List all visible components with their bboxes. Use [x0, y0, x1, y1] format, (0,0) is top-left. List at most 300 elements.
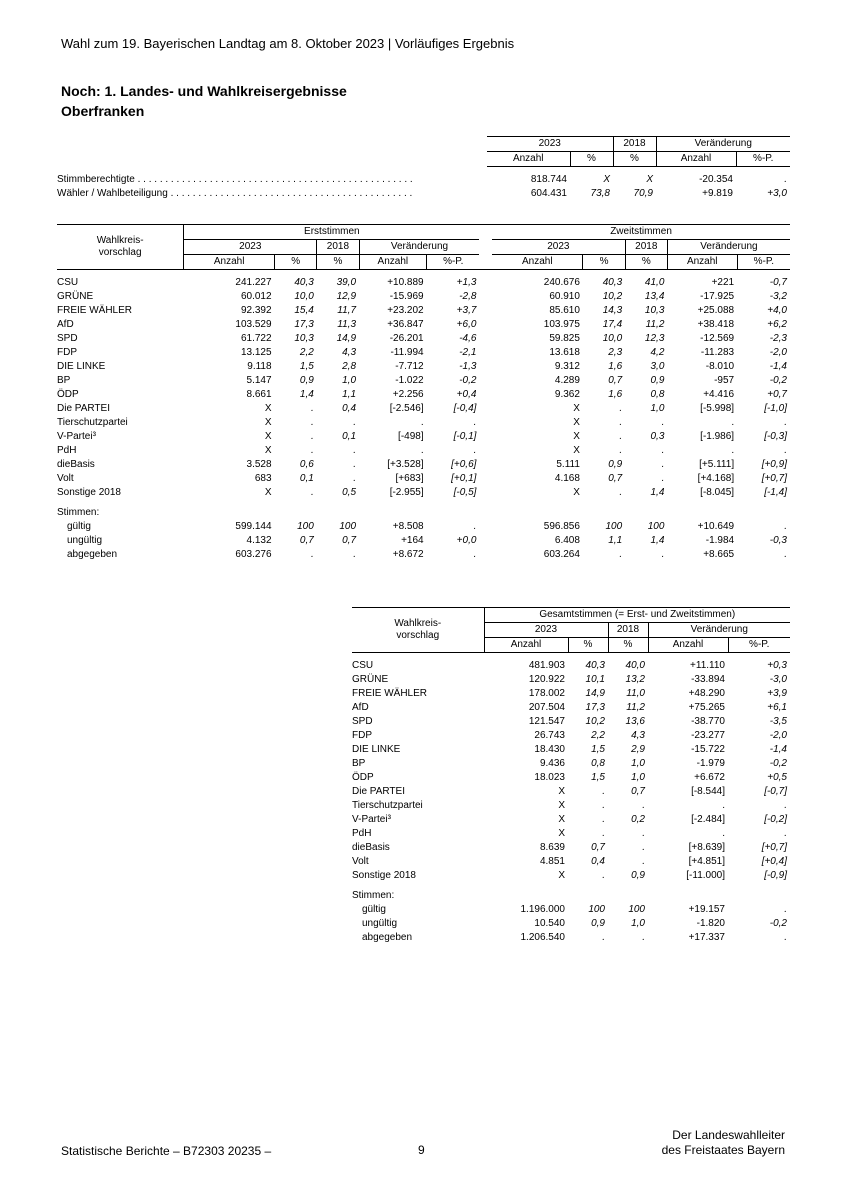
col-pct: %	[570, 152, 613, 167]
erst-pct-2018-cell: 0,5	[342, 487, 357, 498]
party-name: DIE LINKE	[352, 744, 401, 755]
row-label: Wähler / Wahlbeteiligung	[57, 188, 171, 199]
zweit-pct-2023-cell: .	[619, 445, 623, 456]
zweit-pct-2018-cell: .	[661, 473, 665, 484]
erst-pct-2018-cell: .	[353, 473, 357, 484]
erst-pct-2018-cell: 39,0	[336, 277, 357, 288]
anzahl-2023-cell: 604.431	[530, 188, 567, 199]
party-name: PdH	[352, 828, 372, 839]
zweit-anzahl-2023-cell: 4.168	[554, 473, 580, 484]
erst-pct-2018-cell: 2,8	[342, 361, 357, 372]
erst-anzahl-2023-cell: X	[264, 417, 272, 428]
erst-pct-2023-cell: 1,4	[299, 389, 314, 400]
party-name: dieBasis	[352, 842, 390, 853]
erst-anzahl-2023-cell: 599.144	[235, 521, 272, 532]
zweit-veraenderung-pct-cell: [+0,9]	[761, 459, 787, 470]
gesamt-pct-2023-cell: 0,4	[591, 856, 605, 867]
erst-veraenderung-pct-cell: -0,2	[459, 375, 477, 386]
zweit-veraenderung-anzahl-cell: +10.649	[697, 521, 735, 532]
col-anzahl: Anzahl	[487, 152, 570, 167]
zweit-pct-2018-cell: 41,0	[644, 277, 665, 288]
party-name: CSU	[352, 660, 374, 671]
erst-pct-2023-cell: 10,0	[294, 291, 314, 302]
erst-veraenderung-pct-cell: [+0,1]	[451, 473, 477, 484]
zweit-veraenderung-pct-cell: [+0,7]	[761, 473, 787, 484]
zweit-anzahl-2023-cell: 60.910	[549, 291, 580, 302]
party-name: V-Partei³	[57, 431, 96, 442]
gesamt-veraenderung-anzahl-cell: -38.770	[691, 716, 725, 727]
erst-pct-2023-cell: .	[311, 417, 314, 428]
col-pct: %	[608, 638, 648, 653]
zweit-veraenderung-pct-cell: .	[784, 445, 787, 456]
summary-label	[57, 173, 487, 187]
zweit-pct-2023-cell: 17,4	[602, 319, 623, 330]
gesamt-anzahl-2023-cell: 4.851	[539, 856, 565, 867]
pct-2023-cell: X	[603, 174, 610, 185]
erst-pct-2023-cell: 15,4	[294, 305, 314, 316]
col-veraenderung: Veränderung	[359, 240, 479, 255]
anzahl-2023-cell: 818.744	[530, 174, 567, 185]
zweit-anzahl-2023-cell: 5.111	[556, 459, 580, 470]
col-pct: %	[568, 638, 608, 653]
column-gap	[479, 520, 492, 534]
gesamt-pct-2018-cell: .	[642, 828, 645, 839]
zweit-pct-2018-cell: 1,4	[650, 535, 665, 546]
table-row	[352, 799, 790, 813]
party-name: V-Partei³	[352, 814, 391, 825]
column-gap	[479, 416, 492, 430]
zweit-veraenderung-anzahl-cell: [-8.045]	[700, 487, 735, 498]
zweit-anzahl-2023-cell: 9.312	[554, 361, 580, 372]
col-pct: %	[583, 255, 625, 270]
gesamt-veraenderung-pct-cell: -0,2	[769, 758, 787, 769]
erst-anzahl-2023-cell: 60.012	[240, 291, 272, 302]
gesamt-veraenderung-anzahl-cell: [+8.639]	[688, 842, 725, 853]
erst-anzahl-2023-cell: 5.147	[246, 375, 272, 386]
zweit-veraenderung-anzahl-cell: [+4.168]	[697, 473, 735, 484]
erst-anzahl-2023-cell: 683	[254, 473, 272, 484]
header-line: vorschlag	[396, 630, 440, 641]
page-number: 9	[418, 1143, 425, 1157]
veraenderung-pct-cell: +3,0	[767, 188, 787, 199]
col-pctp: %-P.	[427, 255, 480, 270]
zweit-veraenderung-pct-cell: -0,3	[769, 535, 787, 546]
erst-pct-2023-cell: 1,5	[299, 361, 314, 372]
zweit-veraenderung-anzahl-cell: -17.925	[700, 291, 735, 302]
summary-row	[57, 173, 790, 187]
zweit-pct-2023-cell: .	[619, 403, 623, 414]
gesamt-veraenderung-anzahl-cell: -1.820	[696, 918, 725, 929]
erst-anzahl-2023-cell: 103.529	[235, 319, 272, 330]
party-name: ÖDP	[352, 772, 374, 783]
col-pct: %	[317, 255, 359, 270]
zweit-anzahl-2023-cell: 85.610	[549, 305, 580, 316]
wahlkreisvorschlag-header	[57, 225, 184, 270]
gesamt-pct-2023-cell: 10,1	[585, 674, 605, 685]
gesamt-pct-2023-cell: 100	[588, 904, 605, 915]
erst-anzahl-2023-cell: X	[264, 487, 272, 498]
erst-anzahl-2023-cell: 9.118	[247, 361, 272, 372]
gesamt-veraenderung-anzahl-cell: +17.337	[688, 932, 725, 943]
gesamt-veraenderung-pct-cell: .	[784, 932, 787, 943]
gesamt-veraenderung-anzahl-cell: +19.157	[688, 904, 725, 915]
erst-pct-2023-cell: 0,7	[299, 535, 314, 546]
erst-anzahl-2023-cell: 603.276	[235, 549, 272, 560]
table-row	[352, 673, 790, 687]
zweit-veraenderung-pct-cell: [-0,3]	[764, 431, 787, 442]
gesamt-pct-2018-cell: 0,7	[631, 786, 645, 797]
gesamt-anzahl-2023-cell: 207.504	[528, 702, 565, 713]
zweit-pct-2018-cell: 11,2	[645, 319, 665, 330]
zweit-veraenderung-anzahl-cell: +221	[711, 277, 735, 288]
table-row	[57, 444, 790, 458]
table-row	[352, 743, 790, 757]
gesamt-veraenderung-anzahl-cell: -1.979	[696, 758, 725, 769]
gesamt-pct-2023-cell: 0,9	[591, 918, 605, 929]
party-name: FREIE WÄHLER	[352, 688, 428, 699]
gesamt-veraenderung-pct-cell: [-0,9]	[764, 870, 787, 881]
erst-pct-2023-cell: 0,6	[299, 459, 314, 470]
erst-veraenderung-anzahl-cell: +2.256	[392, 389, 424, 400]
gesamt-veraenderung-pct-cell: +3,9	[767, 688, 787, 699]
erst-veraenderung-anzahl-cell: [-2.546]	[389, 403, 424, 414]
table-row	[352, 785, 790, 799]
zweit-pct-2018-cell: .	[661, 549, 665, 560]
gesamt-veraenderung-pct-cell: -3,0	[769, 674, 787, 685]
zweit-veraenderung-anzahl-cell: +25.088	[697, 305, 735, 316]
gesamt-pct-2023-cell: 1,5	[591, 772, 605, 783]
erst-veraenderung-anzahl-cell: +10.889	[387, 277, 424, 288]
erst-pct-2018-cell: 11,3	[337, 319, 357, 330]
col-anzahl: Anzahl	[648, 638, 728, 653]
column-gap	[479, 290, 492, 304]
table-row	[352, 715, 790, 729]
table-row	[57, 360, 790, 374]
zweit-veraenderung-pct-cell: .	[784, 521, 787, 532]
party-name: dieBasis	[57, 459, 95, 470]
gesamt-pct-2018-cell: 2,9	[631, 744, 645, 755]
erst-pct-2018-cell: 1,0	[342, 375, 357, 386]
zweit-veraenderung-pct-cell: -1,4	[769, 361, 787, 372]
zweit-veraenderung-pct-cell: .	[784, 549, 787, 560]
leader-dots: . . . . . . . . . . . . . . . . . . . . . . . . . . . . . . . . . . . . . . . . . . . . . . . . . .	[137, 174, 413, 185]
zweit-veraenderung-anzahl-cell: .	[731, 417, 735, 428]
table-row	[352, 903, 790, 917]
col-2023: 2023	[484, 623, 608, 638]
column-gap	[479, 374, 492, 388]
erst-pct-2018-cell: 0,7	[342, 535, 357, 546]
zweit-pct-2018-cell: 12,3	[644, 333, 665, 344]
gesamt-veraenderung-anzahl-cell: -15.722	[691, 744, 725, 755]
col-pctp: %-P.	[737, 255, 790, 270]
table-row	[352, 869, 790, 883]
erst-pct-2023-cell: 0,9	[299, 375, 314, 386]
table-row	[57, 548, 790, 562]
table-row	[352, 917, 790, 931]
gesamt-anzahl-2023-cell: 121.547	[528, 716, 565, 727]
gesamtstimmen-header: Gesamtstimmen (= Erst- und Zweitstimmen)	[484, 608, 790, 623]
zweit-anzahl-2023-cell: X	[573, 403, 580, 414]
gesamt-pct-2023-cell: 2,2	[591, 730, 605, 741]
party-name: SPD	[352, 716, 373, 727]
gesamt-pct-2023-cell: .	[602, 932, 605, 943]
gesamt-pct-2023-cell: .	[602, 814, 605, 825]
erst-anzahl-2023-cell: 3.528	[246, 459, 272, 470]
col-2023: 2023	[492, 240, 625, 255]
gesamt-veraenderung-anzahl-cell: -23.277	[691, 730, 725, 741]
erst-pct-2018-cell: .	[353, 445, 357, 456]
gesamt-veraenderung-pct-cell: +0,5	[767, 772, 787, 783]
zweit-anzahl-2023-cell: 13.618	[549, 347, 580, 358]
party-name: AfD	[57, 319, 74, 330]
table-row	[352, 757, 790, 771]
gesamt-pct-2018-cell: 0,9	[631, 870, 645, 881]
zweit-pct-2023-cell: .	[619, 549, 623, 560]
zweit-pct-2023-cell: 0,7	[608, 375, 623, 386]
zweit-pct-2018-cell: .	[661, 445, 665, 456]
gesamt-veraenderung-pct-cell: [+0,4]	[761, 856, 787, 867]
gesamt-veraenderung-pct-cell: -1,4	[769, 744, 787, 755]
erst-pct-2023-cell: 17,3	[294, 319, 314, 330]
zweit-pct-2023-cell: .	[619, 417, 623, 428]
zweit-pct-2023-cell: .	[619, 487, 623, 498]
summary-table	[57, 136, 790, 201]
zweit-anzahl-2023-cell: 6.408	[554, 535, 580, 546]
table-row	[57, 458, 790, 472]
gesamt-anzahl-2023-cell: X	[558, 786, 565, 797]
veraenderung-pct-cell: .	[784, 174, 787, 185]
erst-veraenderung-pct-cell: [-0,4]	[453, 403, 477, 414]
col-anzahl: Anzahl	[667, 255, 737, 270]
erst-pct-2018-cell: .	[353, 417, 357, 428]
erst-veraenderung-pct-cell: -2,8	[459, 291, 477, 302]
erst-anzahl-2023-cell: 241.227	[235, 277, 272, 288]
row-label: Stimmberechtigte	[57, 174, 138, 185]
table-row	[57, 332, 790, 346]
col-anzahl: Anzahl	[359, 255, 427, 270]
gesamt-anzahl-2023-cell: 18.023	[534, 772, 565, 783]
table-row	[352, 813, 790, 827]
column-gap	[479, 534, 492, 548]
table-row	[57, 290, 790, 304]
party-name: PdH	[57, 445, 77, 456]
gesamt-anzahl-2023-cell: 481.903	[528, 660, 565, 671]
gesamt-pct-2018-cell: 1,0	[631, 918, 645, 929]
zweit-veraenderung-anzahl-cell: +4.416	[703, 389, 735, 400]
gesamtstimmen-table	[352, 607, 790, 945]
gesamt-pct-2023-cell: 17,3	[585, 702, 605, 713]
col-veraenderung: Veränderung	[656, 137, 790, 152]
zweit-veraenderung-anzahl-cell: -12.569	[700, 333, 735, 344]
col-2018: 2018	[613, 137, 656, 152]
erst-anzahl-2023-cell: 13.125	[240, 347, 272, 358]
erst-veraenderung-anzahl-cell: +23.202	[387, 305, 424, 316]
zweit-pct-2023-cell: 1,6	[608, 361, 623, 372]
zweit-pct-2023-cell: 2,3	[608, 347, 623, 358]
erst-veraenderung-anzahl-cell: +8.508	[392, 521, 424, 532]
col-pct: %	[275, 255, 317, 270]
zweit-pct-2023-cell: 0,9	[608, 459, 623, 470]
gesamt-veraenderung-pct-cell: .	[784, 904, 787, 915]
gesamt-anzahl-2023-cell: X	[558, 800, 565, 811]
table-row	[352, 931, 790, 945]
erst-anzahl-2023-cell: 92.392	[240, 305, 272, 316]
party-name: gültig	[67, 521, 91, 532]
wahlkreisvorschlag-header	[352, 608, 484, 653]
party-name: BP	[57, 375, 71, 386]
party-name: BP	[352, 758, 366, 769]
party-name: Volt	[57, 473, 74, 484]
section-title: Noch: 1. Landes- und Wahlkreisergebnisse	[61, 83, 347, 99]
zweit-veraenderung-anzahl-cell: .	[731, 445, 735, 456]
gesamt-veraenderung-anzahl-cell: [-8.544]	[691, 786, 725, 797]
col-anzahl: Anzahl	[656, 152, 736, 167]
erst-veraenderung-pct-cell: -1,3	[459, 361, 477, 372]
gesamt-veraenderung-pct-cell: -0,2	[769, 918, 787, 929]
gesamt-pct-2023-cell: .	[602, 800, 605, 811]
zweit-pct-2023-cell: 0,7	[608, 473, 623, 484]
party-name: Tierschutzpartei	[352, 800, 423, 811]
erst-pct-2018-cell: 4,3	[342, 347, 357, 358]
gesamt-pct-2018-cell: 4,3	[631, 730, 645, 741]
zweit-pct-2018-cell: 1,4	[650, 487, 665, 498]
gesamt-pct-2018-cell: 13,2	[625, 674, 645, 685]
party-name: abgegeben	[67, 549, 118, 560]
erst-pct-2023-cell: 40,3	[294, 277, 314, 288]
zweit-pct-2023-cell: 10,2	[602, 291, 623, 302]
erst-veraenderung-pct-cell: .	[473, 445, 477, 456]
erst-veraenderung-pct-cell: [+0,6]	[451, 459, 477, 470]
table-row	[352, 771, 790, 785]
zweit-veraenderung-pct-cell: +6,2	[767, 319, 787, 330]
column-gap	[479, 346, 492, 360]
zweit-pct-2018-cell: 1,0	[650, 403, 665, 414]
party-name: AfD	[352, 702, 369, 713]
gesamt-pct-2018-cell: 13,6	[625, 716, 645, 727]
col-2023: 2023	[184, 240, 317, 255]
erst-veraenderung-anzahl-cell: -7.712	[395, 361, 424, 372]
zweit-pct-2023-cell: 1,1	[608, 535, 623, 546]
column-gap	[479, 486, 492, 500]
gesamt-pct-2018-cell: 1,0	[631, 772, 645, 783]
gesamt-anzahl-2023-cell: 8.639	[539, 842, 565, 853]
gesamt-pct-2018-cell: .	[642, 932, 645, 943]
gesamt-anzahl-2023-cell: 1.206.540	[520, 932, 565, 943]
col-2018: 2018	[608, 623, 648, 638]
gesamt-anzahl-2023-cell: 9.436	[539, 758, 565, 769]
gesamt-anzahl-2023-cell: 1.196.000	[520, 904, 565, 915]
erst-veraenderung-anzahl-cell: +8.672	[392, 549, 424, 560]
leader-dots: . . . . . . . . . . . . . . . . . . . . . . . . . . . . . . . . . . . . . . . . . . . .	[170, 188, 413, 199]
party-name: abgegeben	[362, 932, 413, 943]
party-name: DIE LINKE	[57, 361, 106, 372]
gesamt-veraenderung-anzahl-cell: [-2.484]	[691, 814, 725, 825]
erst-veraenderung-anzahl-cell: .	[420, 445, 424, 456]
party-name: SPD	[57, 333, 78, 344]
col-anzahl: Anzahl	[492, 255, 583, 270]
erst-pct-2018-cell: .	[353, 459, 357, 470]
gesamt-pct-2023-cell: .	[602, 828, 605, 839]
gesamt-veraenderung-pct-cell: +0,3	[767, 660, 787, 671]
column-gap	[479, 472, 492, 486]
table-row	[57, 520, 790, 534]
erst-veraenderung-anzahl-cell: +36.847	[387, 319, 424, 330]
gesamt-anzahl-2023-cell: 10.540	[534, 918, 565, 929]
table-row	[352, 855, 790, 869]
zweit-veraenderung-anzahl-cell: +8.665	[703, 549, 735, 560]
gesamt-veraenderung-anzahl-cell: +11.110	[690, 660, 725, 671]
gesamt-veraenderung-pct-cell: -3,5	[769, 716, 787, 727]
zweit-veraenderung-pct-cell: +4,0	[767, 305, 787, 316]
zweit-pct-2023-cell: 14,3	[602, 305, 623, 316]
header-line: vorschlag	[98, 247, 142, 258]
gesamt-pct-2023-cell: .	[602, 870, 605, 881]
gesamt-veraenderung-pct-cell: [+0,7]	[761, 842, 787, 853]
table-row	[57, 318, 790, 332]
erst-veraenderung-anzahl-cell: -11.994	[390, 347, 424, 358]
zweit-anzahl-2023-cell: 9.362	[554, 389, 580, 400]
erst-anzahl-2023-cell: 8.661	[246, 389, 272, 400]
party-name: Die PARTEI	[352, 786, 405, 797]
column-gap	[479, 444, 492, 458]
veraenderung-anzahl-cell: +9.819	[702, 188, 733, 199]
gesamt-anzahl-2023-cell: 18.430	[534, 744, 565, 755]
erst-pct-2023-cell: .	[311, 431, 314, 442]
table-row	[57, 346, 790, 360]
column-gap	[479, 388, 492, 402]
party-name: FREIE WÄHLER	[57, 305, 133, 316]
col-anzahl: Anzahl	[184, 255, 275, 270]
erst-veraenderung-pct-cell: +6,0	[456, 319, 477, 330]
zweit-anzahl-2023-cell: 4.289	[554, 375, 580, 386]
table-row	[352, 687, 790, 701]
zweit-veraenderung-pct-cell: -0,7	[769, 277, 787, 288]
table-row	[352, 827, 790, 841]
summary-row	[57, 187, 790, 201]
gesamt-pct-2018-cell: .	[642, 856, 645, 867]
zweit-pct-2018-cell: 3,0	[650, 361, 665, 372]
gesamt-veraenderung-anzahl-cell: -33.894	[691, 674, 725, 685]
gesamt-pct-2018-cell: 11,0	[626, 688, 645, 699]
col-veraenderung: Veränderung	[667, 240, 790, 255]
gesamt-veraenderung-anzahl-cell: .	[722, 800, 725, 811]
gesamt-pct-2023-cell: 10,2	[585, 716, 605, 727]
stimmen-label: Stimmen:	[57, 507, 100, 518]
zweit-pct-2023-cell: 100	[605, 521, 623, 532]
erst-veraenderung-pct-cell: [-0,1]	[453, 431, 477, 442]
gesamt-pct-2018-cell: 0,2	[631, 814, 645, 825]
column-gap	[479, 402, 492, 416]
col-pct: %	[613, 152, 656, 167]
gesamt-pct-2023-cell: 40,3	[585, 660, 605, 671]
zweitstimmen-header: Zweitstimmen	[492, 225, 790, 240]
col-pct: %	[625, 255, 667, 270]
zweit-pct-2018-cell: 10,3	[644, 305, 665, 316]
zweit-veraenderung-pct-cell: -0,2	[769, 375, 787, 386]
erst-pct-2023-cell: 2,2	[299, 347, 314, 358]
pct-2023-cell: 73,8	[590, 188, 610, 199]
gesamt-pct-2018-cell: .	[642, 800, 645, 811]
gesamt-veraenderung-pct-cell: .	[784, 828, 787, 839]
zweit-anzahl-2023-cell: 103.975	[543, 319, 580, 330]
column-gap	[479, 318, 492, 332]
gesamt-pct-2018-cell: .	[642, 842, 645, 853]
erst-pct-2023-cell: 0,1	[299, 473, 314, 484]
zweit-veraenderung-anzahl-cell: -11.283	[700, 347, 735, 358]
col-2018: 2018	[317, 240, 359, 255]
publisher-line: des Freistaates Bayern	[661, 1143, 785, 1157]
col-2023: 2023	[487, 137, 613, 152]
